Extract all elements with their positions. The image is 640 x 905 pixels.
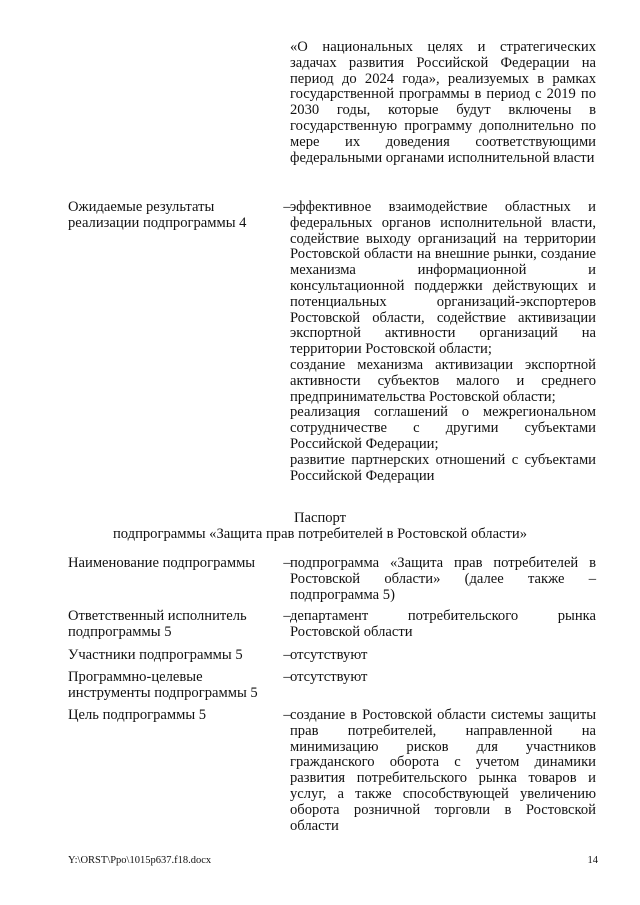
footer-file-path: Y:\ORST\Ppo\1015p637.f18.docx — [68, 855, 212, 866]
continuation-text: «О национальных целях и стратегических задачах развития Российской Федерации на период до 2024 года», реализуемых в рамках государственной программы в период с 2019 по 2030 годы, которые будут включены в государственную программу дополнительно по мере их доведения соответствующими федеральными органами исполнительной власти — [290, 39, 596, 166]
row-label: Наименование подпрограммы — [68, 555, 256, 571]
results-paragraph: эффективное взаимодействие областных и федеральных органов исполнительной власти, содействие выходу организаций на территории Ростовской области на внешние рынки, создание механизма информационной и консультационной поддержки действующих и потенциальных организаций-экспортеров Ростовской области, содействие активизации экспортной активности организаций на территории Ростовской области; — [290, 199, 596, 358]
footer-page-number: 14 — [587, 855, 598, 866]
row-dash: – — [283, 669, 291, 685]
row-label: Цель подпрограммы 5 — [68, 707, 207, 723]
results-paragraph: создание механизма активизации экспортной активности субъектов малого и среднего предпринимательства Ростовской области; — [290, 356, 596, 405]
row-dash: – — [283, 647, 291, 663]
row-value: подпрограмма «Защита прав потребителей в Ростовской области» (далее также – подпрограмма 5) — [290, 555, 596, 603]
row-dash: – — [283, 555, 291, 571]
row-value: департамент потребительского рынка Ростовской области — [290, 608, 596, 640]
results-paragraph: развитие партнерских отношений с субъектами Российской Федерации — [290, 451, 596, 484]
row-dash: – — [283, 608, 291, 624]
passport-subtitle: подпрограммы «Защита прав потребителей в Ростовской области» — [112, 526, 528, 542]
results-label: Ожидаемые результаты реализации подпрограммы 4 — [68, 199, 247, 231]
row-value: отсутствуют — [290, 669, 368, 685]
results-dash: – — [283, 199, 291, 215]
row-value: отсутствуют — [290, 647, 368, 663]
row-label: Ответственный исполнитель подпрограммы 5 — [68, 608, 247, 640]
row-label: Программно-целевые инструменты подпрограммы 5 — [68, 669, 258, 701]
row-label: Участники подпрограммы 5 — [68, 647, 243, 663]
results-value — [290, 200, 596, 484]
row-dash: – — [283, 707, 291, 723]
results-paragraph: реализация соглашений о межрегиональном сотрудничестве с другими субъектами Российской Федерации; — [290, 404, 596, 452]
row-value: создание в Ростовской области системы защиты прав потребителей, направленной на минимизацию рисков для участников гражданского оборота с учетом динамики развития потребительского рынка товаров и услуг, а также способствующей увеличению оборота розничной торговли в Ростовской области — [290, 707, 596, 834]
passport-title: Паспорт — [293, 510, 347, 526]
